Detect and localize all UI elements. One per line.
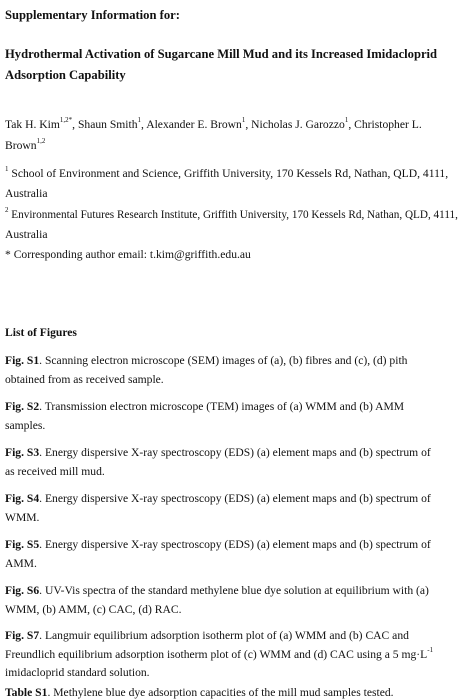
author-name: , Nicholas J. Garozzo: [245, 118, 345, 131]
figure-s1-caption-line-1: [5, 354, 407, 368]
figure-label: Fig. S7: [5, 629, 40, 642]
affiliation-text: School of Environment and Science, Griffith University, 170 Kessels Rd, Nathan, QLD, 4111,: [8, 167, 449, 180]
figure-label: Fig. S1: [5, 354, 40, 367]
caption-text: . Scanning electron microscope (SEM) images of (a), (b) fibres and (c), (d) pith: [39, 354, 408, 367]
table-label: Table S1: [5, 686, 48, 699]
author-list-line-1: [5, 118, 422, 132]
figure-label: Fig. S4: [5, 492, 40, 505]
paper-title-line-2: Adsorption Capability: [5, 68, 126, 82]
caption-text: . UV-Vis spectra of the standard methylene blue dye solution at equilibrium with (a): [39, 584, 429, 597]
table-s1-caption-line-1: [5, 686, 394, 700]
author-name: Brown: [5, 139, 37, 152]
figure-s3-caption-line-2: as received mill mud.: [5, 465, 105, 478]
affiliation-1-line-2: Australia: [5, 187, 48, 200]
author-affiliation-mark: 1,2: [36, 137, 46, 146]
author-list-line-2: [5, 139, 45, 153]
figure-s4-caption-line-1: [5, 492, 431, 506]
corresponding-author: * Corresponding author email: t.kim@griffith.edu.au: [5, 248, 251, 261]
figure-label: Fig. S6: [5, 584, 40, 597]
caption-text: . Energy dispersive X-ray spectroscopy (EDS) (a) element maps and (b) spectrum of: [39, 538, 431, 551]
author-name: , Christopher L.: [348, 118, 422, 131]
figure-s5-caption-line-2: AMM.: [5, 557, 37, 570]
figure-s6-caption-line-2: WMM, (b) AMM, (c) CAC, (d) RAC.: [5, 603, 182, 616]
caption-text: . Langmuir equilibrium adsorption isotherm plot of (a) WMM and (b) CAC and: [39, 629, 409, 642]
affiliation-2-line-2: Australia: [5, 228, 48, 241]
author-affiliation-mark: 1: [241, 116, 246, 125]
author-affiliation-mark: 1,2*: [59, 116, 73, 125]
author-name: , Shaun Smith: [72, 118, 138, 131]
author-name: , Alexander E. Brown: [141, 118, 242, 131]
affiliation-number: 1: [5, 165, 9, 174]
affiliation-number: 2: [5, 206, 9, 215]
figure-s1-caption-line-2: obtained from as received sample.: [5, 373, 164, 386]
figure-label: Fig. S2: [5, 400, 40, 413]
figure-s2-caption-line-1: [5, 400, 404, 414]
unit-exponent: -1: [427, 646, 434, 655]
author-affiliation-mark: 1: [344, 116, 349, 125]
supplementary-heading: Supplementary Information for:: [5, 8, 180, 22]
caption-text: . Energy dispersive X-ray spectroscopy (EDS) (a) element maps and (b) spectrum of: [39, 446, 431, 459]
author-affiliation-mark: 1: [137, 116, 142, 125]
author-name: Tak H. Kim: [5, 118, 60, 131]
figure-s4-caption-line-2: WMM.: [5, 511, 40, 524]
figure-label: Fig. S3: [5, 446, 40, 459]
paper-title-line-1: Hydrothermal Activation of Sugarcane Mill Mud and its Increased Imidacloprid: [5, 47, 438, 61]
affiliation-2-line-1: [5, 208, 458, 222]
figure-s3-caption-line-1: [5, 446, 431, 460]
caption-text: . Transmission electron microscope (TEM) images of (a) WMM and (b) AMM: [39, 400, 405, 413]
list-of-figures-heading: List of Figures: [5, 326, 77, 339]
figure-s7-caption-line-3: imidacloprid standard solution.: [5, 666, 150, 679]
figure-s5-caption-line-1: [5, 538, 431, 552]
affiliation-text: Environmental Futures Research Institute, Griffith University, 170 Kessels Rd, Nathan, QLD, 4111,: [8, 209, 458, 221]
figure-s2-caption-line-2: samples.: [5, 419, 46, 432]
figure-label: Fig. S5: [5, 538, 40, 551]
caption-text: . Energy dispersive X-ray spectroscopy (EDS) (a) element maps and (b) spectrum of: [39, 492, 431, 505]
figure-s6-caption-line-1: [5, 584, 429, 598]
figure-s7-caption-line-2: [5, 648, 433, 662]
caption-text: . Methylene blue dye adsorption capacities of the mill mud samples tested.: [47, 686, 394, 699]
caption-text: Freundlich equilibrium adsorption isotherm plot of (c) WMM and (d) CAC using a 5 mg·L: [5, 648, 428, 661]
figure-s7-caption-line-1: [5, 629, 409, 643]
affiliation-1-line-1: [5, 167, 448, 181]
